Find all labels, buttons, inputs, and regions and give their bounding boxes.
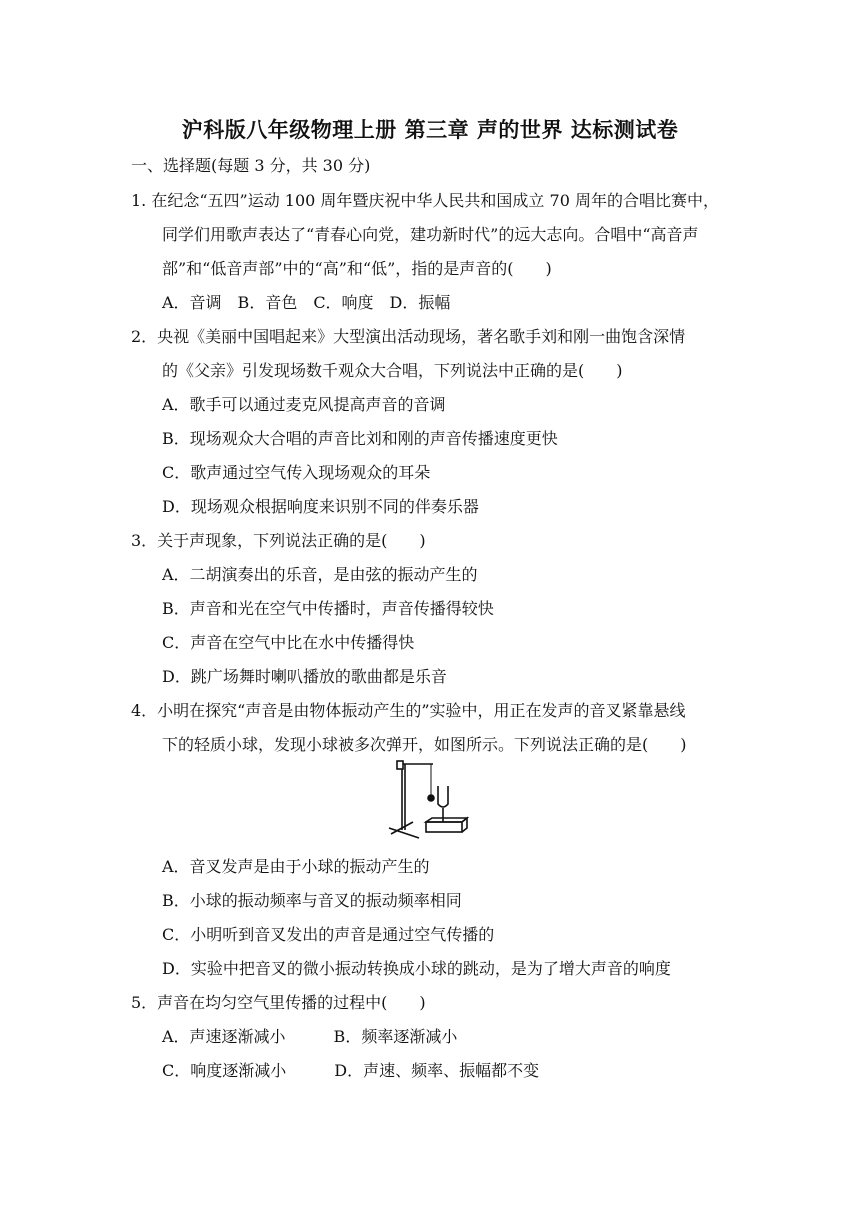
question-5-line-1: 5．声音在均匀空气里传播的过程中( ) — [131, 993, 426, 1012]
question-3-option-b: B．声音和光在空气中传播时，声音传播得较快 — [162, 599, 494, 618]
question-2-option-c: C．歌声通过空气传入现场观众的耳朵 — [162, 463, 431, 482]
question-3-option-d: D．跳广场舞时喇叭播放的歌曲都是乐音 — [162, 667, 447, 686]
question-2-line-2: 的《父亲》引发现场数千观众大合唱，下列说法中正确的是( ) — [162, 361, 623, 380]
question-4-option-d: D．实验中把音叉的微小振动转换成小球的跳动，是为了增大声音的响度 — [162, 959, 671, 978]
question-4-option-a: A．音叉发声是由于小球的振动产生的 — [162, 857, 430, 876]
question-2-line-1: 2．央视《美丽中国唱起来》大型演出活动现场，著名歌手刘和刚一曲饱含深情 — [131, 327, 686, 346]
question-4-line-2: 下的轻质小球，发现小球被多次弹开，如图所示。下列说法正确的是( ) — [162, 735, 687, 754]
question-3-option-c: C．声音在空气中比在水中传播得快 — [162, 633, 415, 652]
question-2-option-b: B．现场观众大合唱的声音比刘和刚的声音传播速度更快 — [162, 429, 558, 448]
question-3-line-1: 3．关于声现象，下列说法正确的是( ) — [131, 531, 426, 550]
question-2-option-d: D．现场观众根据响度来识别不同的伴奏乐器 — [162, 497, 479, 516]
question-5-options-cd: C．响度逐渐减小 D．声速、频率、振幅都不变 — [162, 1061, 540, 1080]
question-1-line-1: 1. 在纪念“五四”运动 100 周年暨庆祝中华人民共和国成立 70 周年的合唱比赛中， — [131, 191, 719, 210]
question-4-line-1: 4．小明在探究“声音是由物体振动产生的”实验中，用正在发声的音叉紧靠悬线 — [131, 701, 686, 720]
question-2-option-a: A．歌手可以通过麦克风提高声音的音调 — [162, 395, 446, 414]
section-heading: 一、选择题(每题 3 分，共 30 分) — [131, 156, 371, 175]
question-3-option-a: A．二胡演奏出的乐音，是由弦的振动产生的 — [162, 565, 478, 584]
question-4-option-b: B．小球的振动频率与音叉的振动频率相同 — [162, 891, 462, 910]
question-1-options: A．音调 B．音色 C．响度 D．振幅 — [162, 293, 451, 312]
question-1-line-3: 部”和“低音声部”中的“高”和“低”，指的是声音的( ) — [162, 259, 552, 278]
page-title: 沪科版八年级物理上册 第三章 声的世界 达标测试卷 — [181, 118, 679, 142]
question-5-options-ab: A．声速逐渐减小 B．频率逐渐减小 — [162, 1027, 458, 1046]
question-4-option-c: C．小明听到音叉发出的声音是通过空气传播的 — [162, 925, 495, 944]
tuning-fork-figure — [383, 758, 473, 848]
question-1-line-2: 同学们用歌声表达了“青春心向党，建功新时代”的远大志向。合唱中“高音声 — [162, 225, 699, 244]
